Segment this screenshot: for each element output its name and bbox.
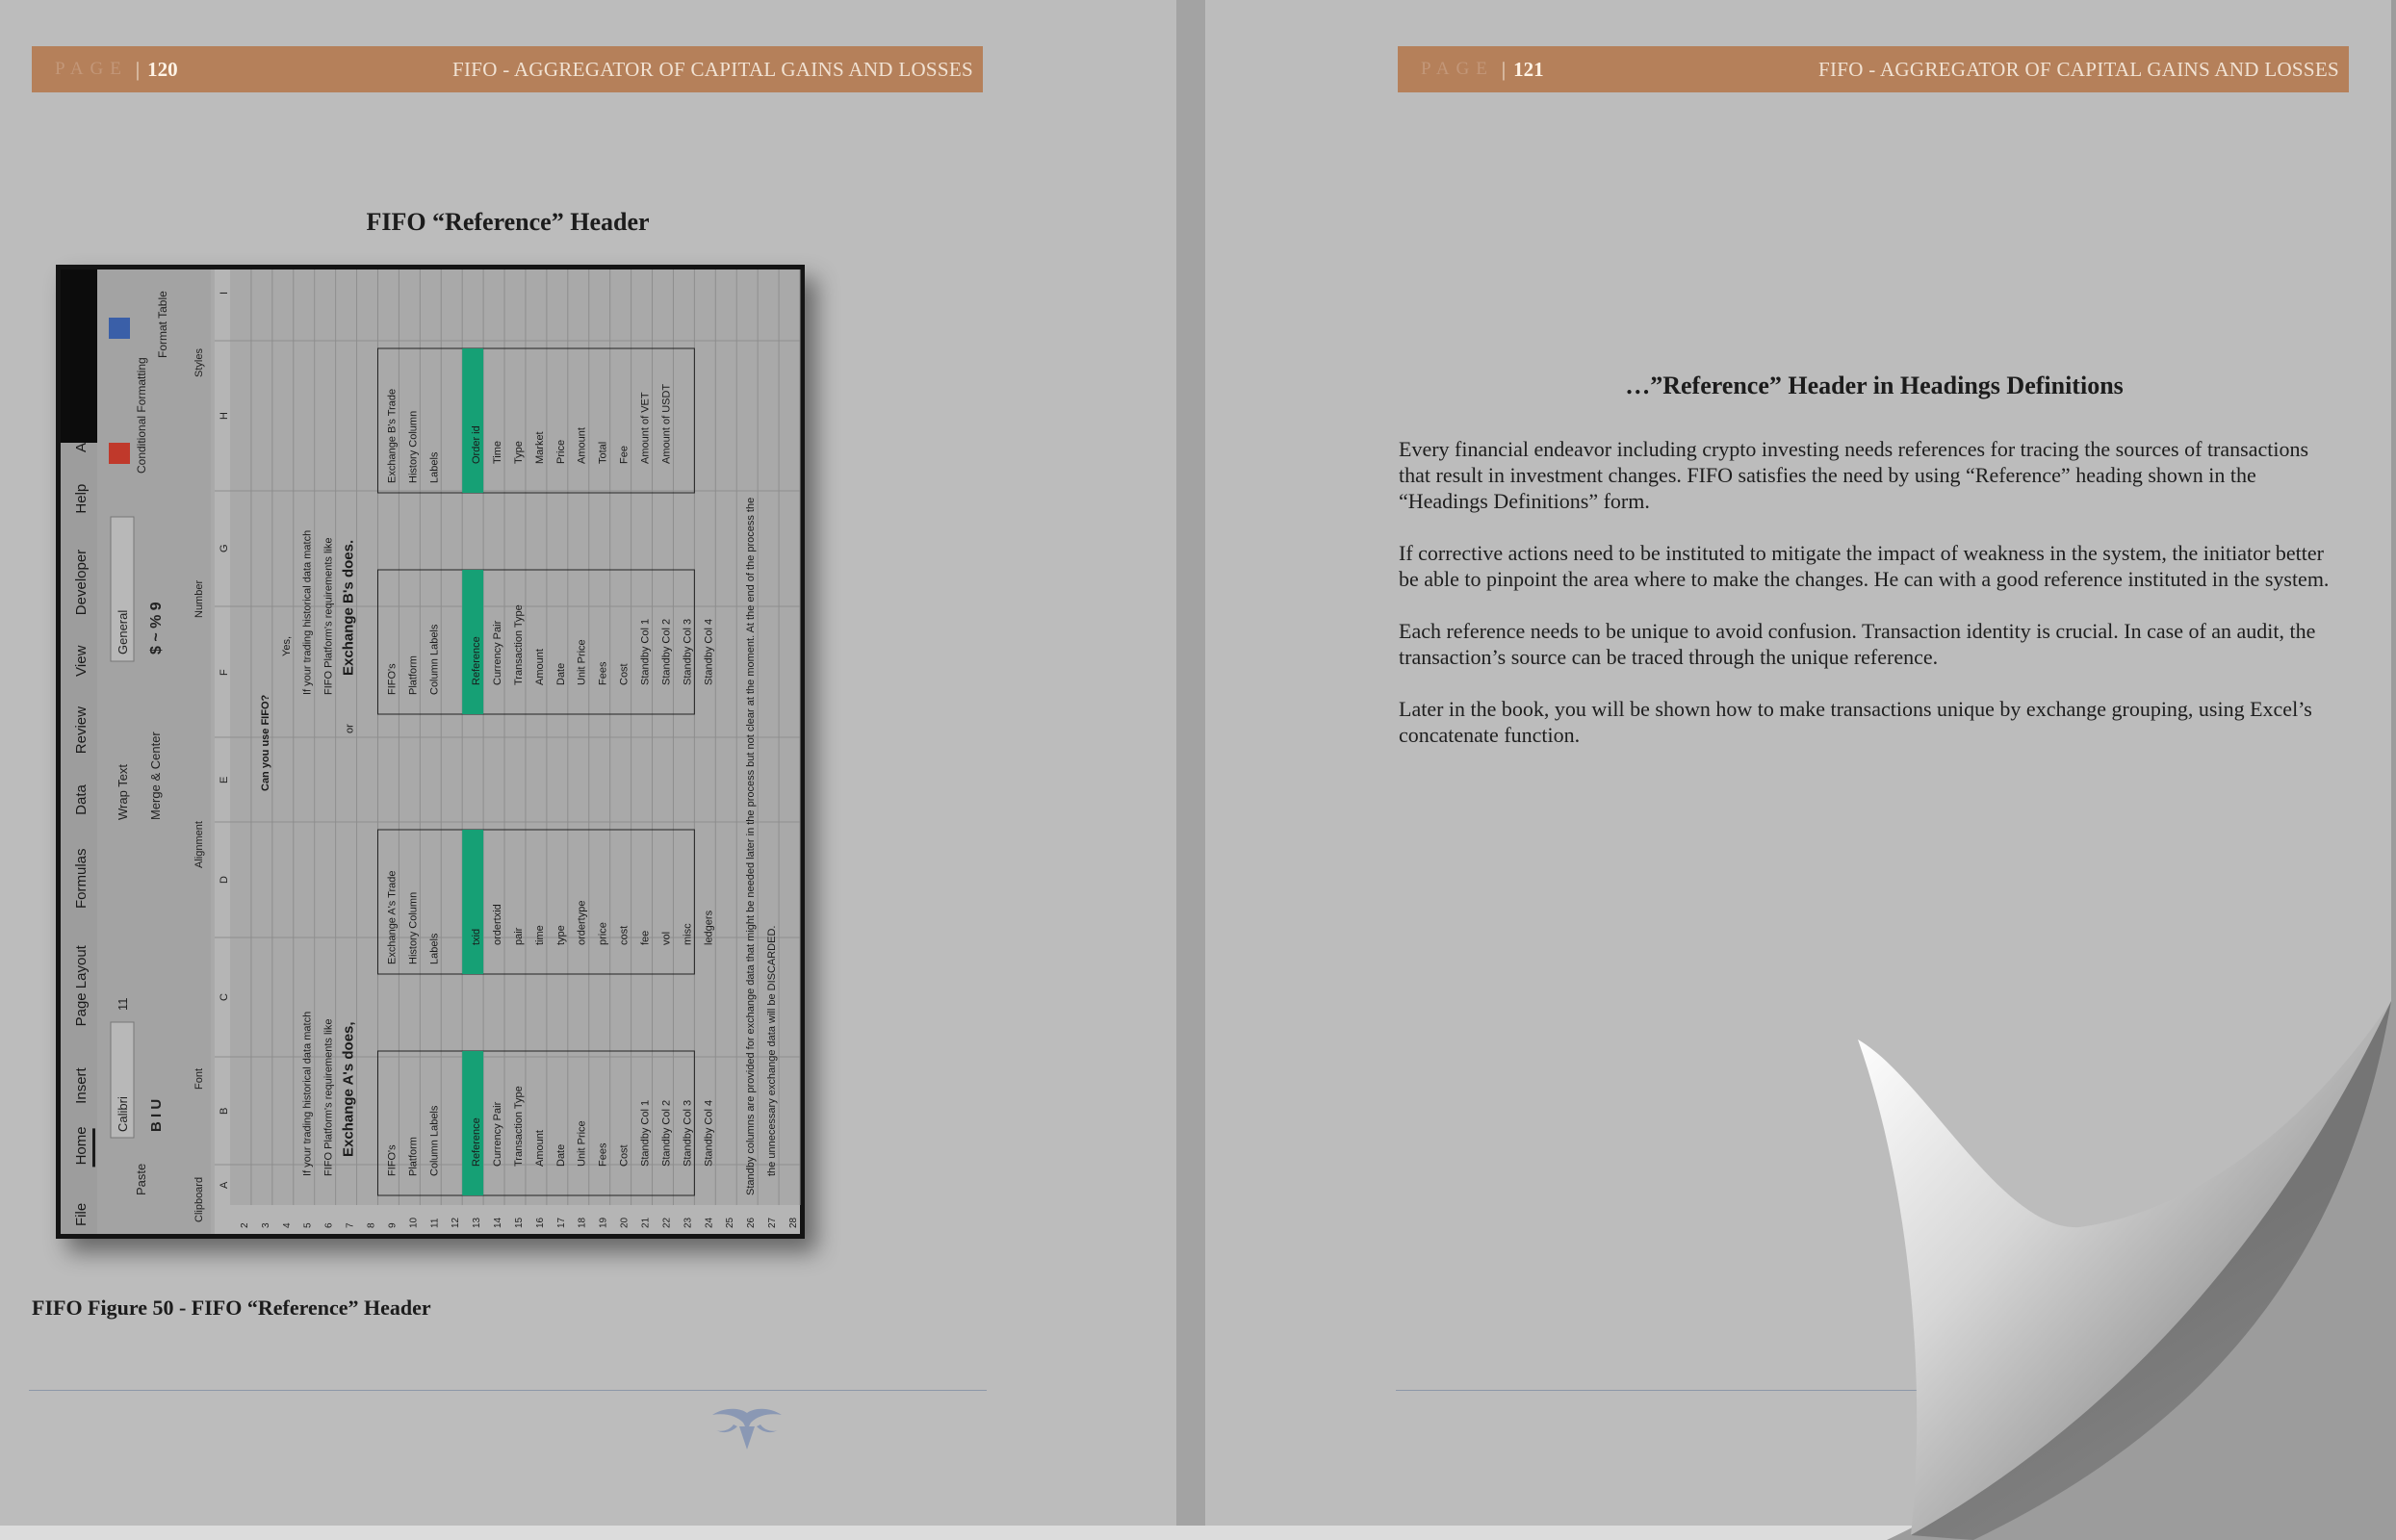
block-right-item: price bbox=[597, 922, 609, 945]
block-right-item: Market bbox=[533, 431, 546, 464]
row-header: 16 bbox=[534, 1217, 546, 1228]
row-header: 23 bbox=[683, 1217, 694, 1228]
running-title: FIFO - AGGREGATOR OF CAPITAL GAINS AND LOSSES bbox=[452, 57, 973, 81]
ribbon-dark-corner bbox=[61, 270, 97, 443]
row-header: 11 bbox=[429, 1218, 441, 1228]
standby-footnote-1: Standby columns are provided for exchange data that might be needed later in the process but not clear at the moment. At the end of the process the bbox=[745, 497, 758, 1195]
ribbon-group-label: Styles bbox=[193, 348, 205, 377]
block-left-item: Standby Col 4 bbox=[703, 1099, 715, 1167]
block-right-header: Labels bbox=[428, 933, 441, 964]
match-line-a2: FIFO Platform's requirements like bbox=[322, 1018, 335, 1176]
ribbon-group-label: Clipboard bbox=[193, 1176, 205, 1222]
or-cell: or bbox=[344, 724, 356, 733]
column-header: A bbox=[219, 1181, 230, 1189]
row-header: 20 bbox=[619, 1217, 631, 1228]
paste-label: Paste bbox=[134, 1163, 148, 1195]
block-left-item: Standby Col 2 bbox=[660, 618, 673, 685]
block-right-item: Price bbox=[554, 439, 567, 464]
page-header-right bbox=[1398, 46, 2349, 92]
bottom-strip bbox=[0, 1526, 2396, 1540]
paragraph: Each reference needs to be unique to avoid confusion. Transaction identity is crucial. In case of an audit, the transaction’s source can be traced through the unique reference. bbox=[1399, 619, 2316, 669]
column-header: H bbox=[219, 412, 230, 420]
ribbon-tab-developer: Developer bbox=[73, 549, 90, 616]
block-right-header: History Column bbox=[407, 410, 420, 483]
merge-center-button: Merge & Center bbox=[148, 732, 163, 820]
block-left-item: Cost bbox=[618, 1144, 631, 1167]
block-right-item: Type bbox=[512, 441, 525, 464]
active-tab-indicator bbox=[92, 1128, 95, 1167]
section-title: …”Reference” Header in Headings Definitions bbox=[1625, 372, 2124, 399]
footer-rule-left bbox=[29, 1390, 987, 1391]
font-name: Calibri bbox=[116, 1096, 130, 1132]
block-right-header: Exchange B's Trade bbox=[386, 388, 399, 483]
paragraph: If corrective actions need to be instituted to mitigate the impact of weakness in the system, the initiator better be able to pinpoint the area where to make the changes. He can with a good reference instituted in the system. bbox=[1399, 541, 2330, 591]
block-right-item: misc bbox=[682, 923, 694, 945]
block-right-item: ordertxid bbox=[492, 904, 504, 945]
block-left-item: Reference bbox=[471, 1117, 483, 1167]
block-right-item: Amount bbox=[576, 427, 588, 464]
wrap-text-button: Wrap Text bbox=[116, 763, 130, 820]
header-separator: | bbox=[135, 57, 141, 81]
paragraph: Later in the book, you will be shown how to make transactions unique by exchange grouping, using Excel’s concatenate function. bbox=[1399, 697, 2312, 747]
highlight-right bbox=[462, 348, 483, 493]
block-left-item: Reference bbox=[471, 636, 483, 685]
ribbon-group-label: Number bbox=[193, 579, 205, 618]
body-text bbox=[1399, 436, 2342, 774]
block-left-item: Standby Col 2 bbox=[660, 1099, 673, 1167]
block-left-item: Standby Col 4 bbox=[703, 618, 715, 685]
font-size: 11 bbox=[116, 997, 130, 1011]
row-header: 24 bbox=[704, 1217, 715, 1228]
block-right-item: Amount of VET bbox=[639, 392, 652, 464]
column-header: B bbox=[219, 1107, 230, 1115]
ribbon-tab-formulas: Formulas bbox=[73, 848, 90, 909]
conditional-formatting-icon bbox=[109, 443, 130, 464]
standby-footnote-2: the unnecessary exchange data will be DISCARDED. bbox=[766, 925, 779, 1176]
row-header: 17 bbox=[555, 1217, 567, 1228]
running-title: FIFO - AGGREGATOR OF CAPITAL GAINS AND LOSSES bbox=[1818, 57, 2339, 81]
ribbon-tab-data: Data bbox=[73, 784, 90, 815]
page-word: PAGE bbox=[55, 59, 128, 79]
footer-rule-right bbox=[1396, 1390, 1935, 1391]
highlight-right bbox=[462, 830, 483, 974]
row-header: 2 bbox=[239, 1222, 250, 1228]
block-right-item: vol bbox=[660, 931, 673, 945]
ribbon-tab-insert: Insert bbox=[73, 1067, 90, 1104]
row-header: 27 bbox=[767, 1217, 779, 1228]
ribbon-tab-home: Home bbox=[73, 1126, 90, 1166]
column-header: F bbox=[219, 669, 230, 676]
block-right-header: Exchange A's Trade bbox=[386, 870, 399, 964]
number-symbols: $ ~ % 9 bbox=[148, 602, 165, 654]
block-right-item: pair bbox=[512, 927, 525, 945]
row-header: 8 bbox=[366, 1222, 377, 1228]
block-left-item: Cost bbox=[618, 663, 631, 685]
excel-screenshot bbox=[56, 265, 805, 1239]
block-left-item: Amount bbox=[533, 649, 546, 685]
block-left-item: Standby Col 3 bbox=[682, 618, 694, 685]
page-number: 120 bbox=[147, 57, 178, 81]
row-header: 7 bbox=[345, 1222, 356, 1228]
row-header: 9 bbox=[387, 1222, 399, 1228]
block-right-item: Amount of USDT bbox=[660, 383, 673, 464]
block-right-item: Total bbox=[597, 441, 609, 464]
block-right-item: cost bbox=[618, 925, 631, 945]
block-left-header: FIFO's bbox=[386, 663, 399, 695]
block-left-item: Transaction Type bbox=[512, 1086, 525, 1167]
row-header: 28 bbox=[788, 1217, 799, 1228]
block-left-item: Fees bbox=[597, 1142, 609, 1167]
row-header: 5 bbox=[302, 1222, 314, 1228]
ribbon-tab-view: View bbox=[73, 645, 90, 677]
block-left-item: Unit Price bbox=[576, 639, 588, 685]
block-left-header: Platform bbox=[407, 655, 420, 695]
block-left-header: FIFO's bbox=[386, 1144, 399, 1176]
block-left-item: Unit Price bbox=[576, 1120, 588, 1167]
header-separator: | bbox=[1501, 57, 1507, 81]
row-header: 12 bbox=[451, 1217, 462, 1228]
row-header: 13 bbox=[472, 1217, 483, 1228]
row-header: 25 bbox=[725, 1217, 736, 1228]
block-right-item: ordertype bbox=[576, 900, 588, 945]
block-left-header: Column Labels bbox=[428, 624, 441, 695]
row-header: 18 bbox=[577, 1217, 588, 1228]
block-right-item: Time bbox=[492, 440, 504, 464]
ribbon-group-label: Alignment bbox=[193, 821, 205, 868]
column-header: I bbox=[219, 291, 230, 295]
question-cell: Can you use FIFO? bbox=[259, 694, 271, 791]
row-header: 4 bbox=[281, 1222, 293, 1228]
number-format: General bbox=[116, 609, 130, 654]
block-left-header: Column Labels bbox=[428, 1105, 441, 1176]
block-right-item: txid bbox=[471, 928, 483, 945]
block-left-item: Standby Col 1 bbox=[639, 618, 652, 685]
column-header: D bbox=[219, 876, 230, 884]
block-right-item: Order id bbox=[471, 425, 483, 464]
block-left-header: Platform bbox=[407, 1137, 420, 1176]
ribbon-tab-page-layout: Page Layout bbox=[73, 945, 90, 1027]
block-left-item: Fees bbox=[597, 661, 609, 685]
block-left-item: Standby Col 3 bbox=[682, 1099, 694, 1167]
ribbon-tab-file: File bbox=[73, 1202, 90, 1226]
ribbon-tab-help: Help bbox=[73, 483, 90, 514]
block-right-item: Fee bbox=[618, 446, 631, 464]
page-header-left bbox=[32, 46, 983, 92]
row-header: 19 bbox=[598, 1217, 609, 1228]
row-header: 21 bbox=[640, 1217, 652, 1228]
block-right-item: time bbox=[533, 925, 546, 945]
block-left-item: Currency Pair bbox=[492, 620, 504, 685]
row-header: 14 bbox=[493, 1217, 504, 1228]
block-right-item: fee bbox=[639, 930, 652, 945]
excel-screenshot-image bbox=[56, 265, 805, 1239]
row-header: 3 bbox=[260, 1222, 271, 1228]
block-left-item: Transaction Type bbox=[512, 604, 525, 685]
exchange-a-label: Exchange A's does, bbox=[340, 1021, 357, 1157]
block-left-item: Date bbox=[554, 662, 567, 685]
block-right-header: History Column bbox=[407, 891, 420, 964]
column-header: E bbox=[219, 776, 230, 783]
row-header: 22 bbox=[661, 1217, 673, 1228]
yes-cell: Yes, bbox=[280, 635, 293, 656]
conditional-formatting-label: Conditional Formatting bbox=[135, 357, 148, 474]
block-right-header: Labels bbox=[428, 451, 441, 483]
fleur-ornament-icon bbox=[710, 1405, 784, 1458]
block-left-item: Amount bbox=[533, 1130, 546, 1167]
page-number: 121 bbox=[1513, 57, 1544, 81]
row-header: 26 bbox=[746, 1217, 758, 1228]
block-right-item: ledgers bbox=[703, 910, 715, 945]
match-line-b: If your trading historical data match bbox=[301, 529, 314, 695]
row-header: 15 bbox=[513, 1217, 525, 1228]
block-left-item: Standby Col 1 bbox=[639, 1099, 652, 1167]
page-word: PAGE bbox=[1421, 59, 1494, 79]
column-header: G bbox=[219, 544, 230, 552]
figure-title: FIFO “Reference” Header bbox=[366, 208, 650, 236]
ribbon-tab-review: Review bbox=[73, 706, 90, 755]
block-right-item: type bbox=[554, 925, 567, 945]
column-header: C bbox=[219, 993, 230, 1001]
ribbon-group-label: Font bbox=[193, 1067, 205, 1090]
match-line-b2: FIFO Platform's requirements like bbox=[322, 537, 335, 695]
book-gutter bbox=[1176, 0, 1205, 1540]
block-left-item: Currency Pair bbox=[492, 1101, 504, 1167]
exchange-b-label: Exchange B's does. bbox=[340, 539, 357, 676]
format-table-label: Format Table bbox=[156, 291, 169, 358]
match-line-a: If your trading historical data match bbox=[301, 1011, 314, 1176]
format-table-icon bbox=[109, 318, 130, 339]
figure-caption: FIFO Figure 50 - FIFO “Reference” Header bbox=[32, 1296, 431, 1320]
row-header: 6 bbox=[323, 1222, 335, 1228]
paragraph: Every financial endeavor including crypto investing needs references for tracing the sources of transactions that result in investment changes. FIFO satisfies the need by using “Reference” heading shown in the “Headings Definitions” form. bbox=[1399, 437, 2309, 513]
row-header: 10 bbox=[408, 1217, 420, 1228]
bold-button: B I U bbox=[148, 1098, 165, 1132]
block-left-item: Date bbox=[554, 1143, 567, 1167]
